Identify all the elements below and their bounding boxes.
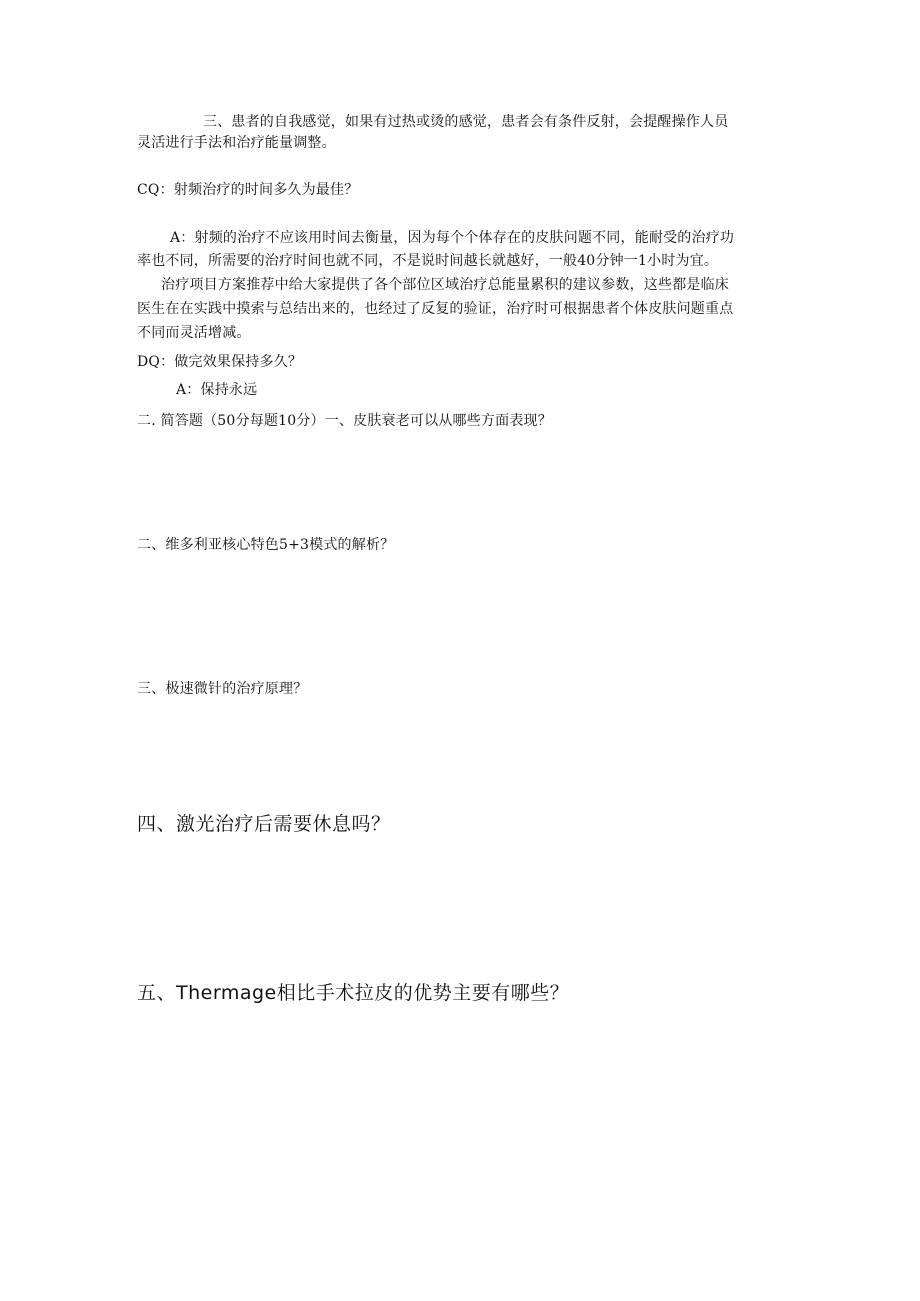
cq-answer-line-1: A：射频的治疗不应该用时间去衡量，因为每个个体存在的皮肤问题不同，能耐受的治疗功 xyxy=(170,230,735,246)
question-2: 二、维多利亚核心特色5+3模式的解析？ xyxy=(137,537,395,553)
question-3: 三、极速微针的治疗原理？ xyxy=(137,681,308,697)
cq-answer-line-2: 率也不同，所需要的治疗时间也就不同，不是说时间越长就越好，一般40分钟一1小时为宜。 xyxy=(137,253,719,269)
section-two-heading: 二. 简答题（50分每题10分）一、皮肤衰老可以从哪些方面表现？ xyxy=(137,413,552,429)
cq-note-line-1: 治疗项目方案推荐中给大家提供了各个部位区域治疗总能量累积的建议参数，这些都是临床 xyxy=(161,277,729,293)
cq-note-line-2: 医生在在实践中摸索与总结出来的，也经过了反复的验证，治疗时可根据患者个体皮肤问题重点 xyxy=(137,301,734,317)
sensation-paragraph-line-1: 三、患者的自我感觉，如果有过热或烫的感觉，患者会有条件反射，会提醒操作人员 xyxy=(203,114,729,130)
question-5: 五、Thermage相比手术拉皮的优势主要有哪些？ xyxy=(137,982,570,1004)
dq-question: DQ：做完效果保持多久？ xyxy=(137,354,303,370)
dq-answer: A：保持永远 xyxy=(176,382,258,398)
cq-note-line-3: 不同而灵活增减。 xyxy=(137,325,251,341)
sensation-paragraph-line-2: 灵活进行手法和治疗能量调整。 xyxy=(137,135,336,151)
cq-question: CQ：射频治疗的时间多久为最佳？ xyxy=(137,182,359,198)
question-4: 四、激光治疗后需要休息吗？ xyxy=(137,813,391,835)
